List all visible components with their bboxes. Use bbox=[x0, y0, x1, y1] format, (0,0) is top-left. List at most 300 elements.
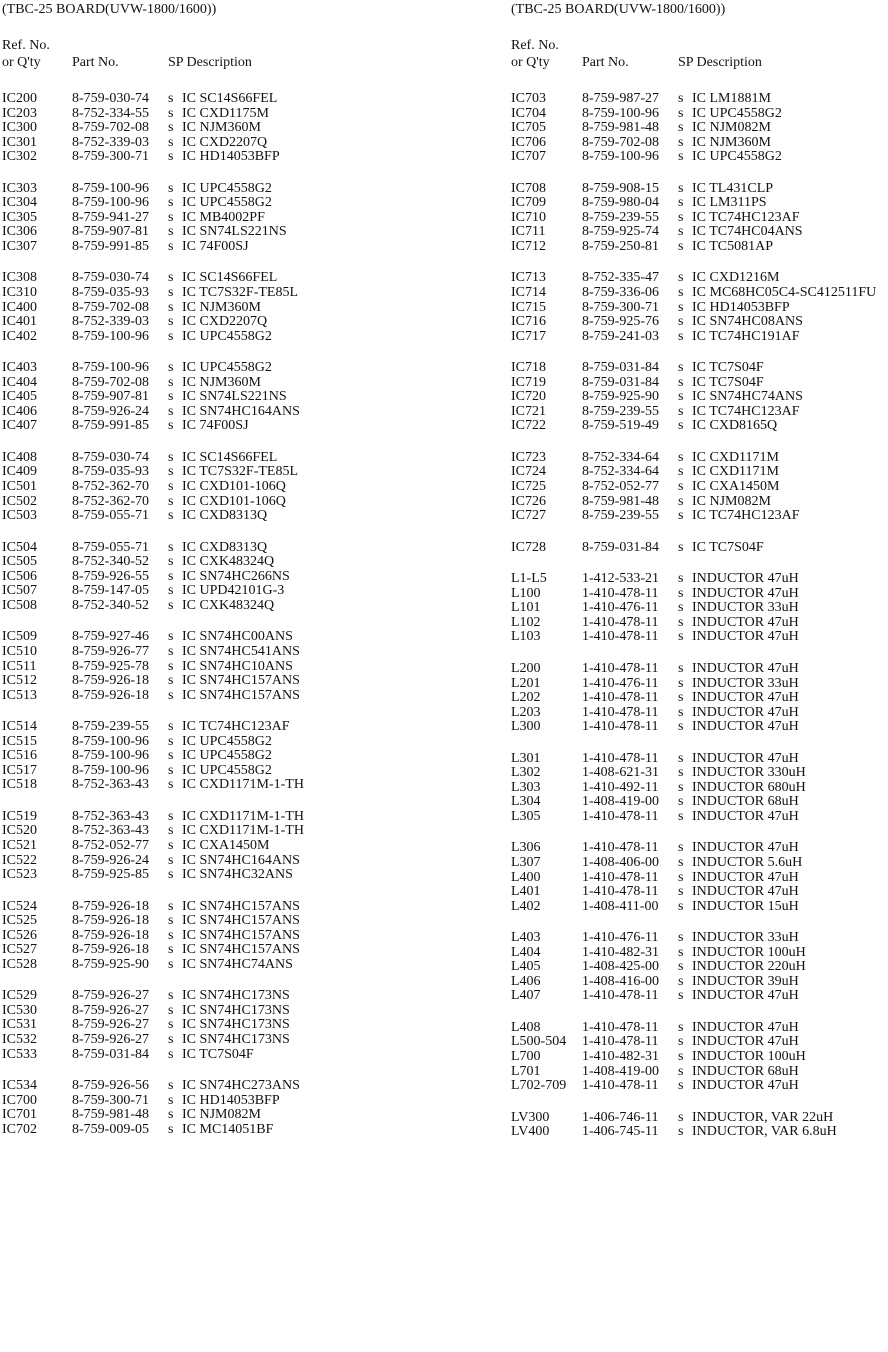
header-part-no: Part No. bbox=[72, 55, 119, 70]
part-no-cell: 1-408-419-00 bbox=[582, 794, 659, 810]
description-cell: IC SN74HC164ANS bbox=[182, 852, 300, 868]
description-cell: INDUCTOR 220uH bbox=[692, 959, 806, 975]
sp-cell: s bbox=[678, 884, 684, 900]
ref-no-cell: IC501 bbox=[2, 479, 37, 495]
part-no-cell: 8-759-702-08 bbox=[72, 299, 149, 315]
description-cell: IC CXD101-106Q bbox=[182, 479, 286, 495]
ref-no-cell: L304 bbox=[511, 794, 541, 810]
ref-no-cell: IC528 bbox=[2, 956, 37, 972]
part-no-cell: 8-759-055-71 bbox=[72, 539, 149, 555]
sp-cell: s bbox=[678, 464, 684, 480]
part-no-cell: 1-406-746-11 bbox=[582, 1109, 659, 1125]
description-cell: IC NJM360M bbox=[182, 120, 261, 136]
ref-no-cell: IC727 bbox=[511, 508, 546, 524]
sp-cell: s bbox=[168, 583, 174, 599]
ref-no-cell: L100 bbox=[511, 585, 541, 601]
description-cell: INDUCTOR 47uH bbox=[692, 808, 799, 824]
part-no-cell: 8-759-926-18 bbox=[72, 942, 149, 958]
part-no-cell: 8-752-334-55 bbox=[72, 105, 149, 121]
part-no-cell: 8-759-100-96 bbox=[72, 733, 149, 749]
description-cell: IC SN74HC173NS bbox=[182, 1002, 290, 1018]
description-cell: IC SN74HC74ANS bbox=[182, 956, 293, 972]
ref-no-cell: IC723 bbox=[511, 449, 546, 465]
part-no-cell: 8-759-926-27 bbox=[72, 1017, 149, 1033]
part-no-cell: 8-759-336-06 bbox=[582, 285, 659, 301]
sp-cell: s bbox=[168, 927, 174, 943]
description-cell: IC SN74HC32ANS bbox=[182, 867, 293, 883]
ref-no-cell: IC714 bbox=[511, 285, 546, 301]
sp-cell: s bbox=[168, 449, 174, 465]
sp-cell: s bbox=[168, 180, 174, 196]
sp-cell: s bbox=[168, 464, 174, 480]
part-no-cell: 8-759-980-04 bbox=[582, 195, 659, 211]
column-header-row-2 bbox=[511, 55, 762, 71]
sp-cell: s bbox=[678, 120, 684, 136]
board-title: (TBC-25 BOARD(UVW-1800/1600)) bbox=[511, 2, 726, 17]
ref-no-cell: IC721 bbox=[511, 403, 546, 419]
ref-no-cell: L200 bbox=[511, 660, 541, 676]
sp-cell: s bbox=[168, 374, 174, 390]
part-no-cell: 1-410-478-11 bbox=[582, 690, 659, 706]
description-cell: IC NJM082M bbox=[182, 1107, 261, 1123]
description-cell: IC CXD8313Q bbox=[182, 539, 268, 555]
part-no-cell: 1-410-478-11 bbox=[582, 1034, 659, 1050]
sp-cell: s bbox=[168, 314, 174, 330]
description-cell: IC SN74HC541ANS bbox=[182, 643, 300, 659]
sp-cell: s bbox=[168, 120, 174, 136]
ref-no-cell: IC504 bbox=[2, 539, 37, 555]
ref-no-cell: IC511 bbox=[2, 658, 37, 674]
description-cell: IC SC14S66FEL bbox=[182, 91, 278, 106]
description-cell: IC TC7S32F-TE85L bbox=[182, 285, 299, 301]
description-cell: IC SN74HC157ANS bbox=[182, 913, 300, 929]
column-header-row-2 bbox=[2, 55, 252, 71]
ref-no-cell: IC712 bbox=[511, 238, 546, 254]
part-no-cell: 8-759-926-18 bbox=[72, 913, 149, 929]
ref-no-cell: L203 bbox=[511, 704, 541, 720]
sp-cell: s bbox=[168, 299, 174, 315]
description-cell: IC UPC4558G2 bbox=[182, 328, 272, 344]
sp-cell: s bbox=[678, 224, 684, 240]
description-cell: IC CXD8165Q bbox=[692, 418, 778, 434]
description-cell: IC MC14051BF bbox=[182, 1121, 274, 1137]
part-no-cell: 8-752-334-64 bbox=[582, 449, 659, 465]
sp-cell: s bbox=[168, 238, 174, 254]
ref-no-cell: IC512 bbox=[2, 673, 37, 689]
sp-cell: s bbox=[678, 930, 684, 946]
ref-no-cell: L303 bbox=[511, 779, 541, 795]
part-no-cell: 8-759-926-27 bbox=[72, 1031, 149, 1047]
ref-no-cell: L401 bbox=[511, 884, 541, 900]
sp-cell: s bbox=[678, 180, 684, 196]
ref-no-cell: IC527 bbox=[2, 942, 37, 958]
sp-cell: s bbox=[678, 869, 684, 885]
sp-cell: s bbox=[168, 597, 174, 613]
sp-cell: s bbox=[678, 508, 684, 524]
ref-no-cell: IC706 bbox=[511, 134, 546, 150]
description-cell: INDUCTOR 33uH bbox=[692, 675, 799, 691]
description-cell: INDUCTOR 47uH bbox=[692, 750, 799, 766]
ref-no-cell: L101 bbox=[511, 600, 541, 616]
part-no-cell: 8-759-991-85 bbox=[72, 418, 149, 434]
description-cell: IC TC7S04F bbox=[692, 360, 764, 376]
sp-cell: s bbox=[678, 360, 684, 376]
ref-no-cell: IC401 bbox=[2, 314, 37, 330]
part-no-cell: 1-410-478-11 bbox=[582, 1078, 659, 1094]
ref-no-cell: IC531 bbox=[2, 1017, 37, 1033]
description-cell: IC CXD1171M-1-TH bbox=[182, 777, 304, 793]
part-no-cell: 1-410-482-31 bbox=[582, 1048, 659, 1064]
description-cell: INDUCTOR 47uH bbox=[692, 1019, 799, 1035]
sp-cell: s bbox=[168, 1092, 174, 1108]
part-no-cell: 8-752-363-43 bbox=[72, 777, 149, 793]
ref-no-cell: IC303 bbox=[2, 180, 37, 196]
ref-no-cell: IC200 bbox=[2, 91, 37, 106]
sp-cell: s bbox=[678, 493, 684, 509]
sp-cell: s bbox=[678, 704, 684, 720]
description-cell: INDUCTOR 47uH bbox=[692, 884, 799, 900]
description-cell: INDUCTOR 33uH bbox=[692, 930, 799, 946]
description-cell: INDUCTOR 47uH bbox=[692, 571, 799, 587]
ref-no-cell: IC508 bbox=[2, 597, 37, 613]
ref-no-cell: L301 bbox=[511, 750, 541, 766]
ref-no-cell: IC305 bbox=[2, 209, 37, 225]
description-cell: IC SN74HC266NS bbox=[182, 568, 290, 584]
description-cell: INDUCTOR 47uH bbox=[692, 660, 799, 676]
description-cell: INDUCTOR, VAR 22uH bbox=[692, 1109, 834, 1125]
description-cell: IC CXK48324Q bbox=[182, 597, 275, 613]
description-cell: IC UPC4558G2 bbox=[182, 733, 272, 749]
ref-no-cell: L400 bbox=[511, 869, 541, 885]
description-cell: IC UPC4558G2 bbox=[182, 195, 272, 211]
part-no-cell: 1-410-478-11 bbox=[582, 614, 659, 630]
part-no-cell: 8-759-981-48 bbox=[72, 1107, 149, 1123]
description-cell: IC SN74HC10ANS bbox=[182, 658, 293, 674]
part-no-cell: 8-759-925-90 bbox=[72, 956, 149, 972]
ref-no-cell: L202 bbox=[511, 690, 541, 706]
sp-cell: s bbox=[168, 658, 174, 674]
sp-cell: s bbox=[678, 571, 684, 587]
ref-no-cell: IC509 bbox=[2, 629, 37, 645]
description-cell: IC CXD1171M bbox=[692, 449, 779, 465]
part-no-cell: 8-759-035-93 bbox=[72, 285, 149, 301]
description-cell: IC NJM360M bbox=[692, 134, 771, 150]
part-no-cell: 1-412-533-21 bbox=[582, 571, 659, 587]
description-cell: IC SN74HC00ANS bbox=[182, 629, 293, 645]
description-cell: INDUCTOR 47uH bbox=[692, 840, 799, 856]
sp-cell: s bbox=[678, 660, 684, 676]
part-no-cell: 8-759-100-96 bbox=[72, 360, 149, 376]
sp-cell: s bbox=[678, 1124, 684, 1140]
description-cell: IC NJM360M bbox=[182, 299, 261, 315]
part-no-cell: 8-759-031-84 bbox=[582, 539, 659, 555]
sp-cell: s bbox=[678, 898, 684, 914]
description-cell: INDUCTOR 47uH bbox=[692, 869, 799, 885]
description-cell: IC CXD101-106Q bbox=[182, 493, 286, 509]
sp-cell: s bbox=[678, 238, 684, 254]
sp-cell: s bbox=[678, 1034, 684, 1050]
ref-no-cell: IC717 bbox=[511, 328, 546, 344]
description-cell: INDUCTOR 68uH bbox=[692, 794, 799, 810]
sp-cell: s bbox=[168, 852, 174, 868]
description-cell: INDUCTOR 47uH bbox=[692, 585, 799, 601]
part-no-cell: 8-759-908-15 bbox=[582, 180, 659, 196]
part-no-cell: 8-759-030-74 bbox=[72, 449, 149, 465]
part-no-cell: 8-759-907-81 bbox=[72, 389, 149, 405]
ref-no-cell: IC403 bbox=[2, 360, 37, 376]
sp-cell: s bbox=[678, 105, 684, 121]
description-cell: INDUCTOR 47uH bbox=[692, 614, 799, 630]
sp-cell: s bbox=[678, 299, 684, 315]
sp-cell: s bbox=[678, 1063, 684, 1079]
sp-cell: s bbox=[678, 779, 684, 795]
ref-no-cell: IC703 bbox=[511, 91, 546, 106]
ref-no-cell: IC404 bbox=[2, 374, 37, 390]
sp-cell: s bbox=[168, 568, 174, 584]
description-cell: IC TC74HC04ANS bbox=[692, 224, 803, 240]
sp-cell: s bbox=[168, 554, 174, 570]
description-cell: IC TC74HC123AF bbox=[692, 403, 800, 419]
part-no-cell: 8-759-926-27 bbox=[72, 988, 149, 1004]
part-no-cell: 8-759-031-84 bbox=[72, 1046, 149, 1062]
header-sp-description: SP Description bbox=[168, 55, 252, 70]
part-no-cell: 8-759-926-24 bbox=[72, 852, 149, 868]
sp-cell: s bbox=[678, 1048, 684, 1064]
ref-no-cell: IC720 bbox=[511, 389, 546, 405]
ref-no-cell: L1-L5 bbox=[511, 571, 547, 587]
description-cell: INDUCTOR 47uH bbox=[692, 1078, 799, 1094]
ref-no-cell: IC521 bbox=[2, 837, 37, 853]
sp-cell: s bbox=[168, 988, 174, 1004]
sp-cell: s bbox=[678, 314, 684, 330]
sp-cell: s bbox=[168, 209, 174, 225]
part-no-cell: 1-408-406-00 bbox=[582, 854, 659, 870]
part-no-cell: 1-410-478-11 bbox=[582, 988, 659, 1004]
ref-no-cell: IC728 bbox=[511, 539, 546, 555]
ref-no-cell: IC502 bbox=[2, 493, 37, 509]
sp-cell: s bbox=[678, 374, 684, 390]
ref-no-cell: IC301 bbox=[2, 134, 37, 150]
sp-cell: s bbox=[678, 959, 684, 975]
sp-cell: s bbox=[168, 733, 174, 749]
sp-cell: s bbox=[678, 629, 684, 645]
sp-cell: s bbox=[678, 1109, 684, 1125]
sp-cell: s bbox=[168, 1107, 174, 1123]
ref-no-cell: IC713 bbox=[511, 270, 546, 286]
sp-cell: s bbox=[168, 389, 174, 405]
part-no-cell: 1-410-482-31 bbox=[582, 944, 659, 960]
part-no-cell: 1-410-478-11 bbox=[582, 869, 659, 885]
part-no-cell: 1-406-745-11 bbox=[582, 1124, 659, 1140]
description-cell: IC TC7S04F bbox=[692, 539, 764, 555]
description-cell: INDUCTOR 15uH bbox=[692, 898, 799, 914]
description-cell: IC TC74HC123AF bbox=[692, 209, 800, 225]
sp-cell: s bbox=[678, 988, 684, 1004]
ref-no-cell: L701 bbox=[511, 1063, 541, 1079]
part-no-cell: 8-759-926-18 bbox=[72, 927, 149, 943]
part-no-cell: 1-410-478-11 bbox=[582, 585, 659, 601]
part-no-cell: 1-410-492-11 bbox=[582, 779, 659, 795]
ref-no-cell: IC716 bbox=[511, 314, 546, 330]
ref-no-cell: IC532 bbox=[2, 1031, 37, 1047]
description-cell: INDUCTOR 680uH bbox=[692, 779, 806, 795]
part-no-cell: 8-759-925-85 bbox=[72, 867, 149, 883]
sp-cell: s bbox=[678, 285, 684, 301]
sp-cell: s bbox=[168, 942, 174, 958]
sp-cell: s bbox=[168, 687, 174, 703]
description-cell: IC UPC4558G2 bbox=[182, 762, 272, 778]
part-no-cell: 8-759-991-85 bbox=[72, 238, 149, 254]
sp-cell: s bbox=[678, 765, 684, 781]
description-cell: INDUCTOR 39uH bbox=[692, 973, 799, 989]
ref-no-cell: IC700 bbox=[2, 1092, 37, 1108]
description-cell: IC CXD1175M bbox=[182, 105, 269, 121]
part-no-cell: 1-410-478-11 bbox=[582, 840, 659, 856]
description-cell: IC 74F00SJ bbox=[182, 238, 249, 254]
ref-no-cell: IC402 bbox=[2, 328, 37, 344]
sp-cell: s bbox=[168, 629, 174, 645]
part-no-cell: 8-759-981-48 bbox=[582, 493, 659, 509]
description-cell: IC UPD42101G-3 bbox=[182, 583, 285, 599]
part-no-cell: 1-410-478-11 bbox=[582, 660, 659, 676]
description-cell: IC CXD1216M bbox=[692, 270, 780, 286]
sp-cell: s bbox=[678, 134, 684, 150]
sp-cell: s bbox=[678, 585, 684, 601]
part-no-cell: 1-408-419-00 bbox=[582, 1063, 659, 1079]
description-cell: IC CXD1171M-1-TH bbox=[182, 823, 304, 839]
sp-cell: s bbox=[168, 1046, 174, 1062]
sp-cell: s bbox=[168, 493, 174, 509]
description-cell: IC TC74HC123AF bbox=[182, 719, 290, 735]
part-no-cell: 8-759-941-27 bbox=[72, 209, 149, 225]
part-no-cell: 8-759-925-76 bbox=[582, 314, 659, 330]
sp-cell: s bbox=[678, 600, 684, 616]
sp-cell: s bbox=[168, 285, 174, 301]
part-no-cell: 8-759-926-27 bbox=[72, 1002, 149, 1018]
sp-cell: s bbox=[678, 1019, 684, 1035]
ref-no-cell: L407 bbox=[511, 988, 541, 1004]
ref-no-cell: IC522 bbox=[2, 852, 37, 868]
part-no-cell: 8-759-100-96 bbox=[72, 748, 149, 764]
part-no-cell: 8-759-702-08 bbox=[72, 374, 149, 390]
part-no-cell: 8-752-339-03 bbox=[72, 314, 149, 330]
part-no-cell: 8-759-239-55 bbox=[582, 209, 659, 225]
part-no-cell: 8-752-363-43 bbox=[72, 823, 149, 839]
description-cell: IC SN74HC173NS bbox=[182, 1031, 290, 1047]
part-no-cell: 8-759-100-96 bbox=[582, 149, 659, 165]
sp-cell: s bbox=[168, 1078, 174, 1094]
description-cell: IC TC5081AP bbox=[692, 238, 774, 254]
sp-cell: s bbox=[168, 360, 174, 376]
ref-no-cell: IC523 bbox=[2, 867, 37, 883]
sp-cell: s bbox=[168, 956, 174, 972]
header-sp-description: SP Description bbox=[678, 55, 762, 70]
description-cell: INDUCTOR 47uH bbox=[692, 690, 799, 706]
ref-no-cell: LV300 bbox=[511, 1109, 550, 1125]
ref-no-cell: IC518 bbox=[2, 777, 37, 793]
part-no-cell: 8-759-926-55 bbox=[72, 568, 149, 584]
description-cell: IC SN74HC164ANS bbox=[182, 403, 300, 419]
description-cell: IC UPC4558G2 bbox=[692, 105, 782, 121]
board-title: (TBC-25 BOARD(UVW-1800/1600)) bbox=[2, 2, 217, 17]
ref-no-cell: IC525 bbox=[2, 913, 37, 929]
description-cell: IC CXD2207Q bbox=[182, 314, 268, 330]
ref-no-cell: IC524 bbox=[2, 898, 37, 914]
description-cell: INDUCTOR, VAR 6.8uH bbox=[692, 1124, 837, 1140]
ref-no-cell: L702-709 bbox=[511, 1078, 567, 1094]
ref-no-cell: IC514 bbox=[2, 719, 37, 735]
description-cell: IC HD14053BFP bbox=[182, 149, 280, 165]
description-cell: IC NJM360M bbox=[182, 374, 261, 390]
part-no-cell: 8-759-987-27 bbox=[582, 91, 659, 106]
description-cell: IC SN74LS221NS bbox=[182, 224, 287, 240]
part-no-cell: 8-759-030-74 bbox=[72, 91, 149, 106]
part-no-cell: 8-752-340-52 bbox=[72, 554, 149, 570]
part-no-cell: 8-752-340-52 bbox=[72, 597, 149, 613]
description-cell: INDUCTOR 47uH bbox=[692, 629, 799, 645]
sp-cell: s bbox=[168, 673, 174, 689]
part-no-cell: 1-410-476-11 bbox=[582, 930, 659, 946]
part-no-cell: 8-759-009-05 bbox=[72, 1121, 149, 1137]
part-no-cell: 1-410-476-11 bbox=[582, 675, 659, 691]
part-no-cell: 8-759-035-93 bbox=[72, 464, 149, 480]
description-cell: IC LM311PS bbox=[692, 195, 767, 211]
part-no-cell: 8-752-052-77 bbox=[72, 837, 149, 853]
ref-no-cell: IC307 bbox=[2, 238, 37, 254]
part-no-cell: 8-759-300-71 bbox=[72, 1092, 149, 1108]
description-cell: IC HD14053BFP bbox=[692, 299, 790, 315]
part-no-cell: 1-410-478-11 bbox=[582, 1019, 659, 1035]
ref-no-cell: IC513 bbox=[2, 687, 37, 703]
sp-cell: s bbox=[168, 777, 174, 793]
ref-no-cell: L403 bbox=[511, 930, 541, 946]
description-cell: IC NJM082M bbox=[692, 120, 771, 136]
part-no-cell: 8-759-100-96 bbox=[582, 105, 659, 121]
description-cell: INDUCTOR 5.6uH bbox=[692, 854, 803, 870]
description-cell: INDUCTOR 100uH bbox=[692, 944, 806, 960]
ref-no-cell: IC719 bbox=[511, 374, 546, 390]
description-cell: IC SN74HC157ANS bbox=[182, 898, 300, 914]
ref-no-cell: IC530 bbox=[2, 1002, 37, 1018]
description-cell: INDUCTOR 47uH bbox=[692, 719, 799, 735]
sp-cell: s bbox=[168, 195, 174, 211]
ref-no-cell: IC715 bbox=[511, 299, 546, 315]
sp-cell: s bbox=[678, 328, 684, 344]
description-cell: INDUCTOR 68uH bbox=[692, 1063, 799, 1079]
ref-no-cell: IC707 bbox=[511, 149, 546, 165]
ref-no-cell: IC701 bbox=[2, 1107, 37, 1123]
ref-no-cell: IC510 bbox=[2, 643, 37, 659]
part-no-cell: 8-752-339-03 bbox=[72, 134, 149, 150]
part-no-cell: 8-759-981-48 bbox=[582, 120, 659, 136]
ref-no-cell: IC533 bbox=[2, 1046, 37, 1062]
part-no-cell: 1-410-478-11 bbox=[582, 750, 659, 766]
part-no-cell: 1-410-478-11 bbox=[582, 884, 659, 900]
sp-cell: s bbox=[678, 719, 684, 735]
description-cell: INDUCTOR 330uH bbox=[692, 765, 806, 781]
part-no-cell: 8-759-100-96 bbox=[72, 180, 149, 196]
description-cell: IC SN74HC74ANS bbox=[692, 389, 803, 405]
description-cell: IC SC14S66FEL bbox=[182, 270, 278, 286]
part-no-cell: 8-759-055-71 bbox=[72, 508, 149, 524]
ref-no-cell: IC725 bbox=[511, 479, 546, 495]
ref-no-cell: IC724 bbox=[511, 464, 546, 480]
part-no-cell: 1-408-621-31 bbox=[582, 765, 659, 781]
sp-cell: s bbox=[168, 270, 174, 286]
description-cell: IC TC7S04F bbox=[692, 374, 764, 390]
sp-cell: s bbox=[168, 1031, 174, 1047]
ref-no-cell: IC409 bbox=[2, 464, 37, 480]
